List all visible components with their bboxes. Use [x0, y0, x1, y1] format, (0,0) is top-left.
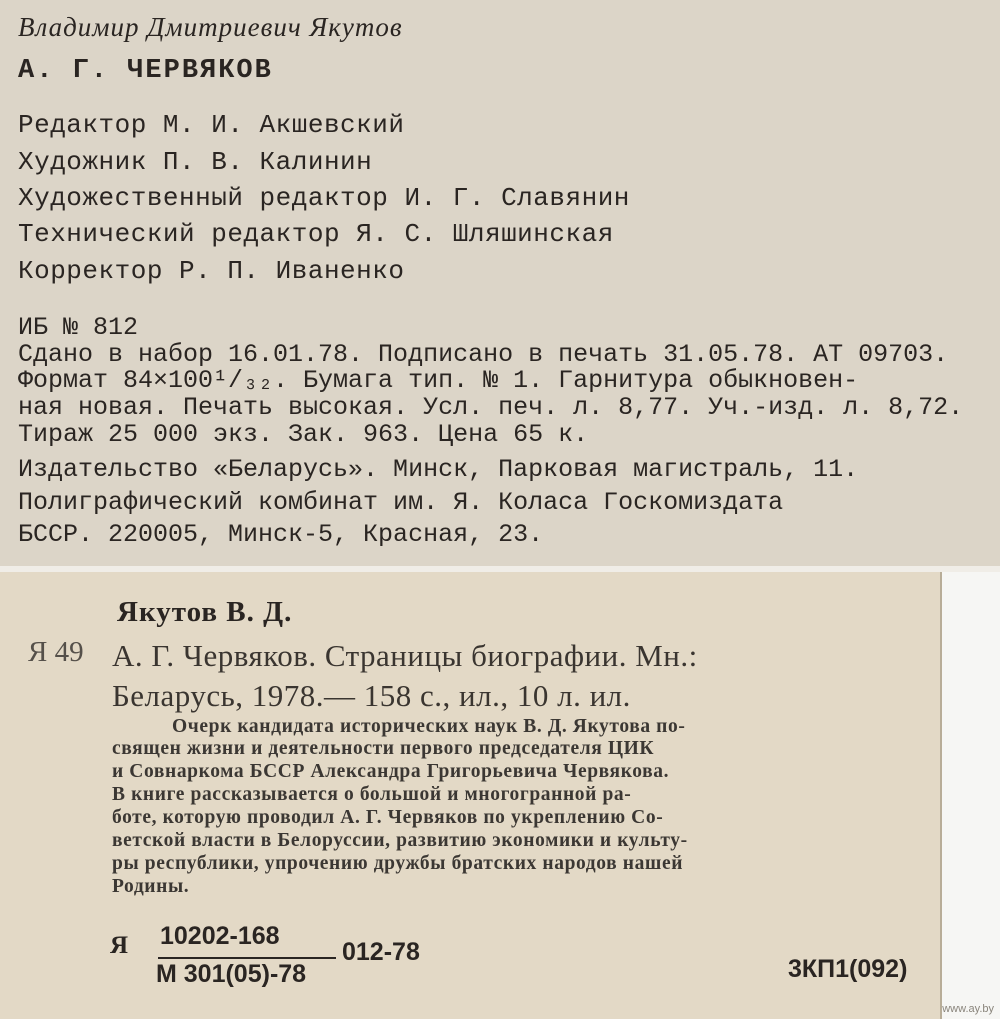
bib-line: Беларусь, 1978.— 158 с., ил., 10 л. ил. [112, 678, 631, 713]
credit-corrector: Корректор Р. П. Иваненко [18, 256, 405, 286]
imprint-line: ИБ № 812 [18, 313, 139, 342]
annotation-line: Очерк кандидата исторических наук В. Д. Якутова по- [172, 716, 686, 737]
card-code: Я 49 [28, 636, 84, 668]
annotation-line: В книге рассказывается о большой и многогранной ра- [112, 784, 632, 805]
credit-editor: Редактор М. И. Акшевский [18, 110, 405, 140]
page-edge [940, 572, 1000, 1019]
fraction-numerator: 10202-168 [160, 922, 280, 950]
index-letter: Я [110, 932, 129, 959]
credit-artist: Художник П. В. Калинин [18, 147, 373, 177]
fraction-denominator: М 301(05)-78 [156, 960, 307, 988]
card-author: Якутов В. Д. [117, 596, 293, 628]
credit-art-editor: Художественный редактор И. Г. Славянин [18, 183, 630, 213]
publisher-line: Издательство «Беларусь». Минск, Парковая магистраль, 11. [18, 455, 859, 484]
annotation-line: ветской власти в Белоруссии, развитию экономики и культу- [112, 830, 688, 851]
imprint-line: ная новая. Печать высокая. Усл. печ. л. 8,77. Уч.-изд. л. 8,72. [18, 393, 964, 422]
bib-line: А. Г. Червяков. Страницы биографии. Мн.: [112, 638, 698, 673]
publisher-line: БССР. 220005, Минск-5, Красная, 23. [18, 520, 544, 549]
credit-tech-editor: Технический редактор Я. С. Шляшинская [18, 219, 614, 249]
book-title-caps: А. Г. ЧЕРВЯКОВ [18, 56, 273, 86]
imprint-line: Формат 84×100¹/₃₂. Бумага тип. № 1. Гарнитура обыкновен- [18, 366, 859, 395]
annotation-line: священ жизни и деятельности первого председателя ЦИК [112, 738, 655, 759]
annotation-line: и Совнаркома БССР Александра Григорьевича Червякова. [112, 761, 670, 782]
fraction-suffix: 012-78 [342, 938, 420, 966]
author-full-name: Владимир Дмитриевич Якутов [18, 12, 403, 42]
annotation-line: Родины. [112, 876, 190, 897]
watermark: www.ay.by [942, 1003, 994, 1015]
annotation-line: боте, которую проводил А. Г. Червяков по укреплению Со- [112, 807, 664, 828]
imprint-line: Тираж 25 000 экз. Зак. 963. Цена 65 к. [18, 420, 589, 449]
publisher-line: Полиграфический комбинат им. Я. Коласа Госкомиздата [18, 488, 784, 517]
fraction-bar [158, 957, 336, 959]
classification-code: 3КП1(092) [788, 955, 908, 983]
imprint-line: Сдано в набор 16.01.78. Подписано в печать 31.05.78. АТ 09703. [18, 340, 949, 369]
annotation-line: ры республики, упрочению дружбы братских народов нашей [112, 853, 684, 874]
